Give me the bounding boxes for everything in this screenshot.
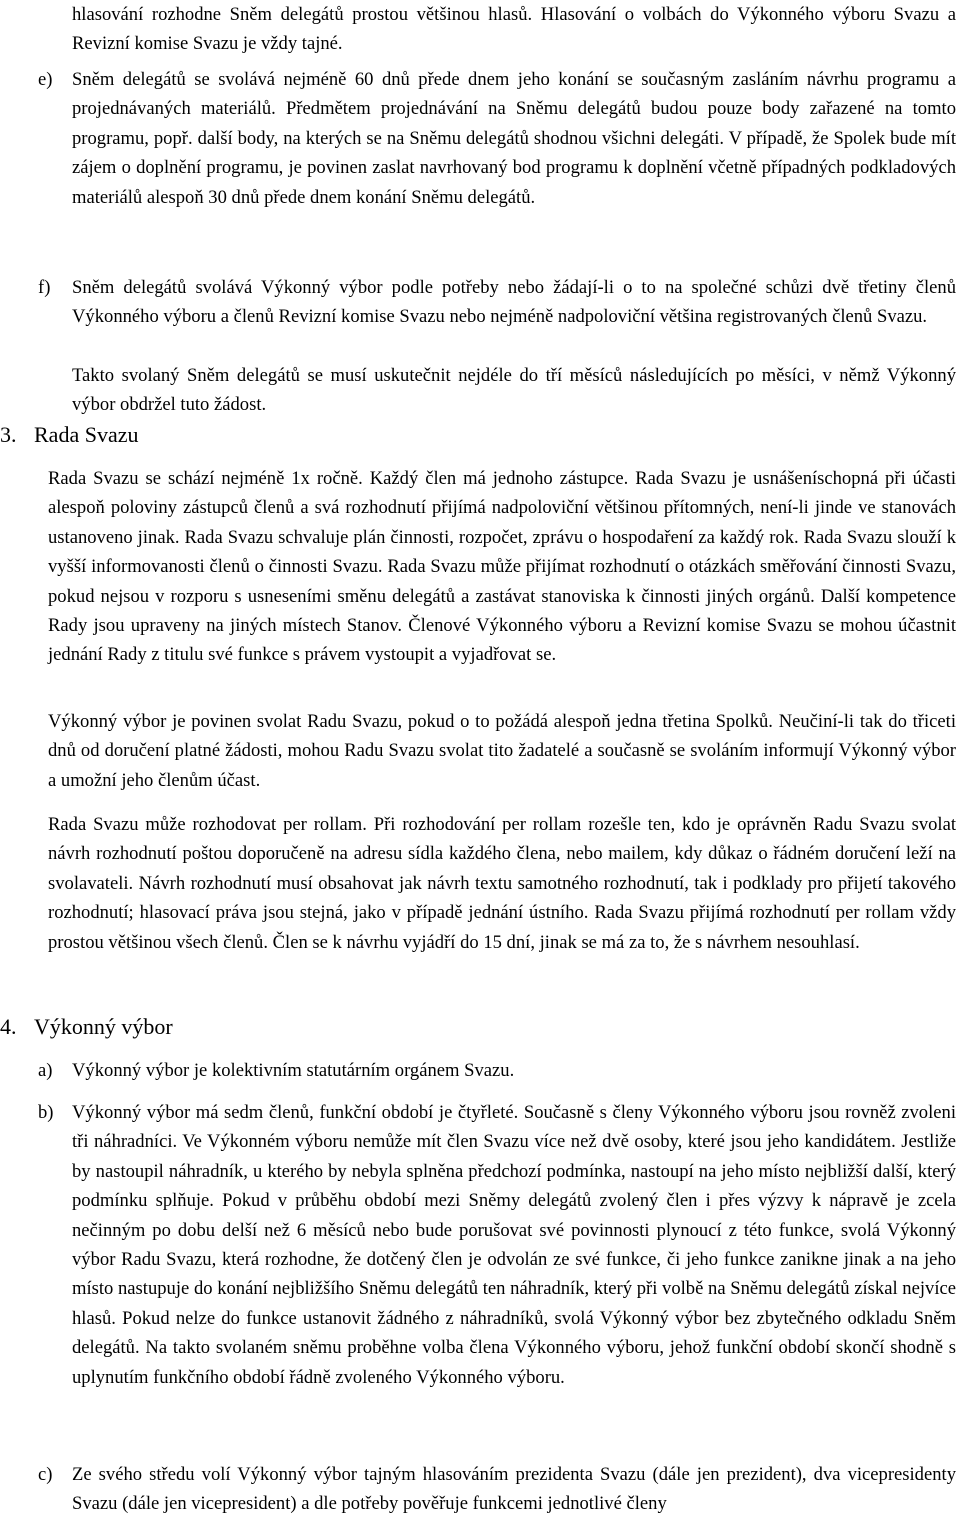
- item-c-marker: c): [38, 1464, 53, 1485]
- section-3-number: 3.: [0, 422, 17, 447]
- section-4-title: Výkonný výbor: [34, 1014, 173, 1039]
- section-4-heading: [0, 1012, 173, 1042]
- intro-paragraph: hlasování rozhodne Sněm delegátů prostou většinou hlasů. Hlasování o volbách do Výkonného výboru Svazu a Revizní komise Svazu je vždy tajné.: [72, 4, 956, 55]
- item-e-paragraph: Sněm delegátů se svolává nejméně 60 dnů přede dnem jeho konání se současným zasláním návrhu programu a projednávaných materiálů. Předmětem projednávání na Sněmu delegátů budou pouze body zařazené na tomto programu, popř. další body, na kterých se na Sněmu delegátů shodnou všichni delegáti. V případě, že Spolek bude mít zájem o doplnění programu, je povinen zaslat navrhovaný bod programu k doplnění včetně případných podkladových materiálů alespoň 30 dnů přede dnem konání Sněmu delegátů.: [72, 69, 956, 208]
- item-a-paragraph: Výkonný výbor je kolektivním statutárním orgánem Svazu.: [72, 1060, 515, 1081]
- section-3-title: Rada Svazu: [34, 422, 139, 447]
- item-f-marker: f): [38, 277, 51, 298]
- item-a-marker: a): [38, 1060, 53, 1081]
- section-4-number: 4.: [0, 1014, 17, 1039]
- item-b-paragraph: Výkonný výbor má sedm členů, funkční období je čtyřleté. Současně s členy Výkonného výboru jsou rovněž zvoleni tři náhradníci. Ve Výkonném výboru nemůže mít člen Svazu více než dvě osoby, které jsou jeho kandidátem. Jestliže by nastoupil náhradník, u kterého by nebyla splněna předchozí podmínka, nastoupí na jeho místo nejbližší další, který podmínku splňuje. Pokud v průběhu období mezi Sněmy delegátů zvolený člen i přes výzvy k nápravě je zcela nečinným po dobu delší než 6 měsíců nebo bude porušovat své povinnosti plynoucí z této funkce, svolá Výkonný výbor Radu Svazu, která rozhodne, že dotčený člen je odvolán ze své funkce, či jeho funkce zanikne jinak a na jeho místo nastupuje do konání nejbližšího Sněmu delegátů ten náhradník, který při volbě na Sněmu delegátů získal nejvíce hlasů. Pokud nelze do funkce ustanovit žádného z náhradníků, svolá Výkonný výbor bez zbytečného odkladu Sněm delegátů. Na takto svolaném sněmu proběhne volba člena Výkonného výboru, jehož funkční období skončí shodně s uplynutím funkčního období řádně zvoleného Výkonného výboru.: [72, 1102, 956, 1388]
- item-e-marker: e): [38, 69, 53, 90]
- section-3-heading: [0, 420, 138, 450]
- section-3-paragraph-1: Rada Svazu se schází nejméně 1x ročně. Každý člen má jednoho zástupce. Rada Svazu je usnášeníschopná při účasti alespoň poloviny zástupců členů a svá rozhodnutí přijímá nadpoloviční většinou přítomných, není-li jinde ve stanovách ustanoveno jinak. Rada Svazu schvaluje plán činnosti, rozpočet, zprávu o hospodaření za každý rok. Rada Svazu slouží k vyšší informovanosti členů o činnosti Svazu. Rada Svazu může přijímat rozhodnutí o otázkách směřování činnosti Svazu, pokud nejsou v rozporu s usneseními směnu delegátů a zastávat stanoviska k činnosti jiných orgánů. Další kompetence Rady jsou upraveny na jiných místech Stanov. Členové Výkonného výboru a Revizní komise Svazu se mohou účastnit jednání Rady z titulu své funkce s právem vystoupit a vyjadřovat se.: [48, 468, 956, 666]
- item-f-paragraph: Sněm delegátů svolává Výkonný výbor podle potřeby nebo žádají-li o to na společné schůzi dvě třetiny členů Výkonného výboru a členů Revizní komise Svazu nebo nejméně nadpoloviční většina registrovaných členů Svazu.: [72, 277, 956, 328]
- section-3-paragraph-2: Výkonný výbor je povinen svolat Radu Svazu, pokud o to požádá alespoň jedna třetina Spolků. Neučiní-li tak do třiceti dnů od doručení platné žádosti, mohou Radu Svazu svolat tito žadatelé a současně se svoláním informují Výkonný výbor a umožní jeho členům účast.: [48, 711, 956, 791]
- item-b-marker: b): [38, 1102, 54, 1123]
- item-c-paragraph: Ze svého středu volí Výkonný výbor tajným hlasováním prezidenta Svazu (dále jen prezident), dva vicepresidenty Svazu (dále jen vicepresident) a dle potřeby pověřuje funkcemi jednotlivé členy: [72, 1464, 956, 1515]
- section-3-paragraph-3: Rada Svazu může rozhodovat per rollam. Při rozhodování per rollam rozešle ten, kdo je oprávněn Radu Svazu svolat návrh rozhodnutí poštou doporučeně na adresu sídla každého člena, nebo mailem, kdy důkaz o řádném doručení leží na svolavateli. Návrh rozhodnutí musí obsahovat jak návrh textu samotného rozhodnutí, tak i podklady pro přijetí takového rozhodnutí; hlasovací práva jsou stejná, jako v případě jednání ústního. Rada Svazu přijímá rozhodnutí per rollam vždy prostou většinou všech členů. Člen se k návrhu vyjádří do 15 dní, jinak se má za to, že s návrhem nesouhlasí.: [48, 814, 956, 953]
- item-f-paragraph-2: Takto svolaný Sněm delegátů se musí uskutečnit nejdéle do tří měsíců následujících po měsíci, v němž Výkonný výbor obdržel tuto žádost.: [72, 365, 956, 416]
